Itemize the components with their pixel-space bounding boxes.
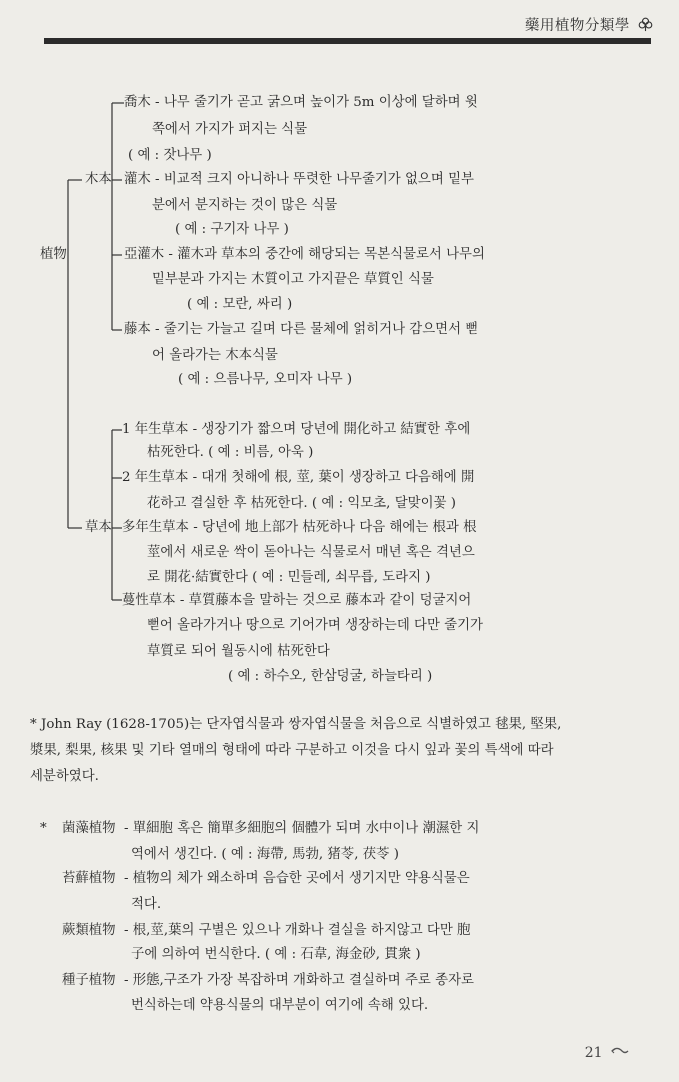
group-term: 種子植物	[62, 973, 116, 988]
entry-example: ( 예 : 하수오, 한삼덩굴, 하늘타리 )	[228, 669, 433, 684]
entry-line: 花하고 결실한 후 枯死한다. ( 예 : 익모초, 달맞이꽃 )	[147, 496, 456, 511]
entry-line: 2 年生草本 - 대개 첫해에 根, 莖, 葉이 생장하고 다음해에 開	[122, 470, 475, 485]
header-title: 藥用植物分類學	[524, 18, 630, 34]
group-term: 蕨類植物	[62, 923, 116, 938]
entry-line: 藤本 - 줄기는 가늘고 길며 다른 물체에 얽히거나 감으면서 뻗	[124, 322, 479, 337]
group-term: 苔蘚植物	[62, 871, 116, 886]
group-line: 역에서 생긴다. ( 예 : 海帶, 馬勃, 猪苓, 茯苓 )	[131, 847, 399, 862]
entry-line: 蔓性草本 - 草質藤本을 말하는 것으로 藤本과 같이 덩굴지어	[122, 593, 472, 608]
root-label-plants: 植物	[40, 247, 67, 262]
page-number: 21	[584, 1045, 603, 1061]
entry-line: 분에서 분지하는 것이 많은 식물	[152, 198, 338, 213]
footnote-line: 漿果, 梨果, 核果 및 기타 열매의 형태에 따라 구분하고 이것을 다시 잎과 꽃의 특색에 따라	[30, 743, 554, 758]
entry-line: 쪽에서 가지가 퍼지는 식물	[152, 122, 308, 137]
footnote-star: *	[40, 821, 47, 836]
entry-line: 枯死한다. ( 예 : 비름, 아욱 )	[147, 445, 314, 460]
group-line: 子에 의하여 번식한다. ( 예 : 石韋, 海金砂, 貫衆 )	[131, 947, 421, 962]
group-line: - 植物의 체가 왜소하며 음습한 곳에서 생기지만 약용식물은	[124, 871, 470, 886]
entry-line: 로 開花·結實한다 ( 예 : 민들레, 쇠무릅, 도라지 )	[147, 570, 431, 585]
group-line: 번식하는데 약용식물의 대부분이 여기에 속해 있다.	[131, 998, 429, 1013]
entry-line: 어 올라가는 木本식물	[152, 348, 278, 363]
entry-line: 1 年生草本 - 생장기가 짧으며 당년에 開化하고 結實한 후에	[122, 422, 471, 437]
page-footer	[585, 1045, 629, 1061]
entry-line: 灌木 - 비교적 크지 아니하나 뚜렷한 나무줄기가 없으며 밑부	[124, 172, 474, 187]
group-line: - 根,莖,葉의 구별은 있으나 개화나 결실을 하지않고 다만 胞	[124, 923, 471, 938]
branch-label-herb: 草本	[85, 520, 112, 535]
entry-example: ( 예 : 모란, 싸리 )	[187, 297, 293, 312]
entry-line: 莖에서 새로운 싹이 돋아나는 식물로서 매년 혹은 격년으	[147, 545, 475, 560]
group-line: - 單細胞 혹은 簡單多細胞의 個體가 되며 水中이나 潮濕한 지	[124, 821, 480, 836]
entry-line: 多年生草本 - 당년에 地上部가 枯死하나 다음 해에는 根과 根	[122, 520, 477, 535]
footnote-line: * John Ray (1628-1705)는 단자엽식물과 쌍자엽식물을 처음으로 식별하였고 毬果, 堅果,	[30, 717, 562, 732]
branch-label-woody: 木本	[85, 172, 112, 187]
entry-example: ( 예 : 으름나무, 오미자 나무 )	[178, 372, 353, 387]
footnote-line: 세분하였다.	[30, 769, 99, 784]
entry-example: ( 예 : 구기자 나무 )	[175, 222, 289, 237]
entry-line: 뻗어 올라가거나 땅으로 기어가며 생장하는데 다만 줄기가	[147, 618, 483, 633]
group-line: - 形態,구조가 가장 복잡하며 개화하고 결실하며 주로 종자로	[124, 973, 474, 988]
entry-line: 밑부분과 가지는 木質이고 가지끝은 草質인 식물	[152, 272, 434, 287]
group-line: 적다.	[131, 897, 162, 912]
entry-line: 亞灌木 - 灌木과 草本의 중간에 해당되는 목본식물로서 나무의	[124, 247, 485, 262]
entry-line: 喬木 - 나무 줄기가 곧고 굵으며 높이가 5m 이상에 달하며 윗	[124, 95, 478, 110]
arrow-ornament-icon	[611, 1046, 629, 1060]
group-term: 菌藻植物	[62, 821, 116, 836]
entry-line: 草質로 되어 월동시에 枯死한다	[147, 644, 330, 659]
entry-example: ( 예 : 잣나무 )	[128, 148, 212, 163]
